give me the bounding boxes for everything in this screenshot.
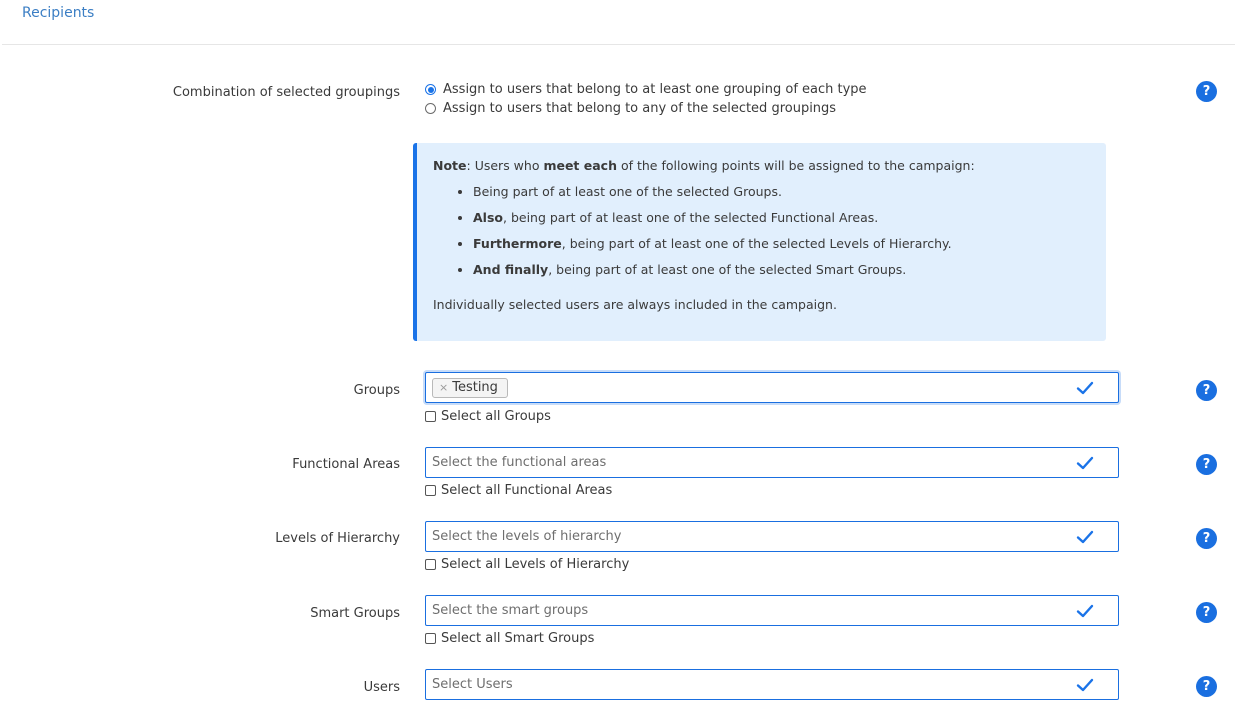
selected-tag bbox=[432, 378, 508, 398]
select-all-functional-areas-label: Select all Functional Areas bbox=[441, 483, 613, 498]
combination-help-icon[interactable]: ? bbox=[1196, 81, 1217, 102]
radio-each-type-control[interactable] bbox=[425, 84, 436, 95]
functional-areas-select[interactable] bbox=[425, 447, 1119, 478]
levels-help-icon[interactable]: ? bbox=[1196, 528, 1217, 549]
select-all-functional-areas[interactable] bbox=[425, 483, 612, 498]
groups-select[interactable] bbox=[425, 372, 1119, 403]
functional-areas-label: Functional Areas bbox=[292, 457, 400, 472]
select-all-groups-checkbox[interactable] bbox=[425, 411, 436, 422]
smart-groups-help-icon[interactable]: ? bbox=[1196, 602, 1217, 623]
note-item-levels bbox=[473, 231, 1090, 257]
note-intro bbox=[433, 157, 1090, 175]
select-all-groups[interactable] bbox=[425, 409, 551, 424]
select-all-levels-checkbox[interactable] bbox=[425, 559, 436, 570]
note-list bbox=[433, 179, 1090, 283]
functional-areas-placeholder: Select the functional areas bbox=[432, 455, 607, 470]
check-icon bbox=[1076, 379, 1094, 397]
smart-groups-label: Smart Groups bbox=[310, 606, 400, 621]
note-item-groups bbox=[473, 179, 1090, 205]
select-all-levels-label: Select all Levels of Hierarchy bbox=[441, 557, 630, 572]
note-footer: Individually selected users are always included in the campaign. bbox=[433, 297, 837, 312]
note-item-bold: And finally bbox=[473, 262, 549, 277]
note-intro-bold: meet each bbox=[543, 158, 617, 173]
note-intro-b: of the following points will be assigned to the campaign: bbox=[616, 158, 975, 173]
note-item-bold: Also bbox=[473, 210, 503, 225]
levels-label: Levels of Hierarchy bbox=[275, 531, 400, 546]
check-icon bbox=[1076, 454, 1094, 472]
functional-areas-help-icon[interactable]: ? bbox=[1196, 454, 1217, 475]
section-title-recipients[interactable]: Recipients bbox=[22, 5, 95, 21]
note-item-text: , being part of at least one of the selected Smart Groups. bbox=[548, 262, 907, 277]
note-item-smart-groups bbox=[473, 257, 1090, 283]
smart-groups-placeholder: Select the smart groups bbox=[432, 603, 589, 618]
select-all-functional-areas-checkbox[interactable] bbox=[425, 485, 436, 496]
note-item-functional-areas bbox=[473, 205, 1090, 231]
select-all-smart-groups[interactable] bbox=[425, 631, 594, 646]
check-icon bbox=[1076, 602, 1094, 620]
check-icon bbox=[1076, 676, 1094, 694]
groups-label: Groups bbox=[353, 383, 400, 398]
note-item-bold: Furthermore bbox=[473, 236, 562, 251]
note-item-text: Being part of at least one of the selected Groups. bbox=[473, 184, 782, 199]
smart-groups-select[interactable] bbox=[425, 595, 1119, 626]
combination-label: Combination of selected groupings bbox=[172, 85, 400, 100]
users-label: Users bbox=[363, 680, 400, 695]
radio-each-type-label: Assign to users that belong to at least one grouping of each type bbox=[443, 82, 867, 97]
select-all-groups-label: Select all Groups bbox=[441, 409, 551, 424]
radio-any-grouping-control[interactable] bbox=[425, 103, 436, 114]
note-intro-a: : Users who bbox=[466, 158, 544, 173]
section-divider bbox=[2, 44, 1235, 45]
tag-label: Testing bbox=[452, 380, 498, 395]
check-icon bbox=[1076, 528, 1094, 546]
users-select[interactable] bbox=[425, 669, 1119, 700]
close-icon[interactable]: × bbox=[439, 381, 449, 394]
note-item-text: , being part of at least one of the selected Functional Areas. bbox=[503, 210, 879, 225]
radio-each-type[interactable] bbox=[425, 82, 867, 97]
levels-placeholder: Select the levels of hierarchy bbox=[432, 529, 622, 544]
radio-any-grouping-label: Assign to users that belong to any of the selected groupings bbox=[443, 101, 837, 116]
groups-help-icon[interactable]: ? bbox=[1196, 380, 1217, 401]
select-all-smart-groups-checkbox[interactable] bbox=[425, 633, 436, 644]
note-prefix: Note bbox=[433, 158, 467, 173]
radio-any-grouping[interactable] bbox=[425, 101, 836, 116]
note-box bbox=[413, 143, 1106, 341]
note-item-text: , being part of at least one of the selected Levels of Hierarchy. bbox=[561, 236, 952, 251]
select-all-levels[interactable] bbox=[425, 557, 629, 572]
levels-select[interactable] bbox=[425, 521, 1119, 552]
users-placeholder: Select Users bbox=[432, 677, 513, 692]
select-all-smart-groups-label: Select all Smart Groups bbox=[441, 631, 595, 646]
users-help-icon[interactable]: ? bbox=[1196, 676, 1217, 697]
